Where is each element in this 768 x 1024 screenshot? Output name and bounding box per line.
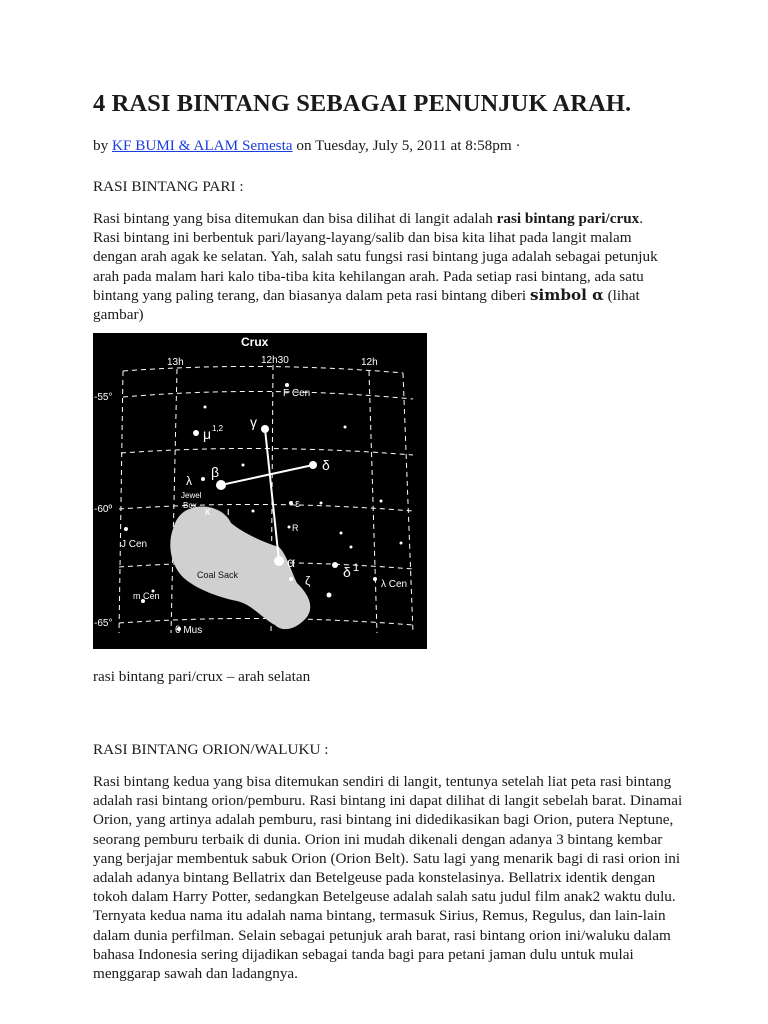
crux-star-chart [93, 333, 427, 649]
label-delta1: δ [343, 564, 351, 580]
grid-line-dec-60 [119, 504, 413, 511]
label-m-cen: m Cen [133, 591, 160, 601]
section-heading-orion: RASI BINTANG ORION/WALUKU : [93, 741, 329, 758]
label-mu: μ [203, 426, 212, 442]
byline-prefix: by [93, 137, 112, 154]
label-delta1-num: 1 [353, 562, 360, 574]
star-minor-7 [242, 464, 245, 467]
star-lambda [201, 477, 205, 481]
label-iota: ι [227, 506, 230, 518]
grid-line-ra12 [369, 371, 377, 633]
star-zeta [289, 577, 293, 581]
star-f-cen [285, 383, 289, 387]
section-heading-pari: RASI BINTANG PARI : [93, 178, 244, 195]
label-lambda: λ [186, 474, 192, 488]
label-j-cen: J Cen [121, 539, 148, 550]
star-delta [309, 461, 317, 469]
label-r: R [292, 523, 299, 533]
label-box: Box [183, 501, 197, 510]
star-beta [216, 480, 226, 490]
grid-line-left [119, 371, 123, 633]
star-minor-10 [204, 406, 207, 409]
article-title: 4 RASI BINTANG SEBAGAI PENUNJUK ARAH. [93, 90, 632, 117]
paragraph-pari-text-c: (lihat gambar) [93, 286, 640, 324]
figure-caption: rasi bintang pari/crux – arah selatan [93, 668, 311, 685]
star-mu [193, 430, 199, 436]
label-lambda-cen: λ Cen [381, 579, 408, 590]
dec-label-65: -65° [94, 618, 113, 629]
author-link[interactable]: KF BUMI & ALAM Semesta [111, 137, 293, 154]
star-lambda-cen [373, 577, 377, 581]
ra-label-13h: 13h [167, 357, 184, 368]
dec-label-60: -60º [94, 504, 113, 515]
byline [93, 137, 521, 155]
ra-label-12h: 12h [361, 357, 378, 368]
star-epsilon [289, 501, 293, 505]
star-j-cen [124, 527, 128, 531]
paragraph-pari-text-b: . Rasi bintang ini berbentuk pari/layang-layang/salib dan bisa kita lihat pada langit malam dengan arah agak ke selatan. Yah, salah satu fungsi rasi bintang juga adalah sebagai petunjuk arah pada malam hari kalo tiba-tiba kita kehilangan arah. Pada setiap rasi bintang, ada satu bintang yang paling terang, dan biasanya dalam peta rasi bintang diberi [93, 210, 658, 304]
grid-line-dec-65 [119, 618, 413, 625]
paragraph-orion: Rasi bintang kedua yang bisa ditemukan sendiri di langit, tentunya setelah liat peta rasi bintang adalah rasi bintang orion/pemburu. Rasi bintang ini dapat dilihat di langit sebelah barat. Dinamai Orion, yang artinya adalah pemburu, rasi bintang ini didedikasikan bagi Orion, putera Neptune, seorang pemburu terbaik di dunia. Orion ini mudah dikenali dengan adanya 3 bintang kembar yang berjajar membentuk sabuk Orion (Orion Belt). Satu lagi yang menarik bagi di rasi orion ini adalah adanya bintang Bellatrix dan Betelgeuse pada konstelasinya. Bellatrix identik dengan tokoh dalam Harry Potter, sedangkan Betelgeuse adalah salah satu judul film anak2 waktu dulu. Ternyata kedua nama itu adalah nama bintang, termasuk Sirius, Remus, Regulus, dan lain-lain dalam dunia perfilman. Selain sebagai petunjuk arah barat, rasi bintang orion ini/waluku dalam bahasa Indonesia sering dijadikan sebagai tanda bagi para petani jaman dulu untuk mulai menggarap sawah dan ladangnya. [93, 773, 683, 983]
label-epsilon: ε [295, 498, 300, 510]
ra-label-12h30: 12h30 [261, 355, 289, 366]
label-delta: δ [322, 457, 330, 473]
crux-star-chart-svg [93, 333, 427, 649]
label-coal-sack: Coal Sack [197, 570, 239, 580]
star-minor-1 [327, 593, 332, 598]
cross-line-beta-delta [221, 465, 313, 485]
paragraph-pari-symbol: simbol α [529, 285, 604, 304]
star-minor-2 [288, 526, 291, 529]
star-minor-3 [320, 502, 323, 505]
label-alpha: α [287, 554, 296, 570]
paragraph-pari-bold: rasi bintang pari/crux [496, 210, 640, 227]
star-minor-6 [400, 542, 403, 545]
label-jewel: Jewel [181, 491, 202, 500]
grid-line-ra13 [171, 369, 177, 633]
star-minor-4 [340, 532, 343, 535]
star-minor-12 [380, 500, 383, 503]
label-kappa: κ [205, 506, 211, 518]
chart-title: Crux [241, 335, 269, 349]
label-mu-sup: 1,2 [212, 424, 224, 433]
star-alpha [274, 556, 284, 566]
star-minor-8 [252, 510, 255, 513]
label-f-cen: F Cen [283, 388, 311, 399]
star-minor-9 [344, 426, 347, 429]
label-beta: β [211, 464, 220, 480]
paragraph-pari [93, 209, 668, 324]
paragraph-pari-text-a: Rasi bintang yang bisa ditemukan dan bisa dilihat di langit adalah [93, 210, 497, 227]
star-delta1 [332, 562, 338, 568]
dec-label-55: -55° [94, 392, 113, 403]
grid-line-right [403, 373, 413, 633]
label-zeta: ζ [305, 574, 311, 588]
byline-date: on Tuesday, July 5, 2011 at 8:58pm · [292, 137, 521, 154]
star-gamma [261, 425, 269, 433]
label-gamma: γ [250, 414, 257, 430]
label-theta-mus: θ Mus [175, 625, 203, 636]
star-minor-5 [350, 546, 353, 549]
